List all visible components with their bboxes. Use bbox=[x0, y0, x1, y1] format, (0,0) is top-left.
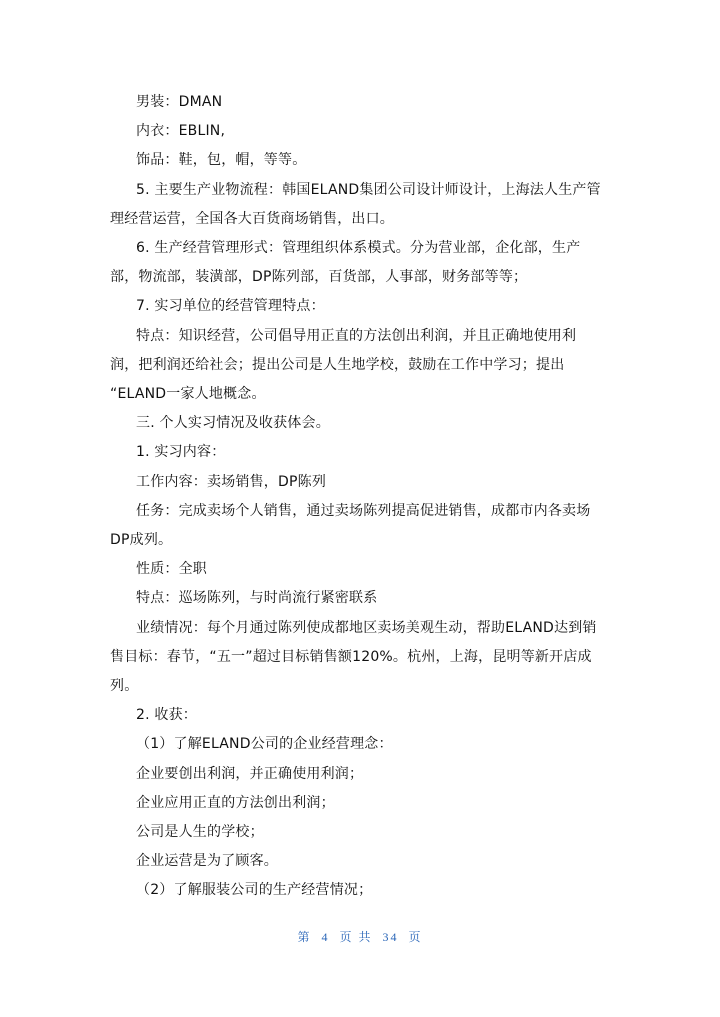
text-line: 内衣：EBLIN, bbox=[136, 123, 226, 139]
text-line: 5. 主要生产业物流程：韩国ELAND集团公司设计师设计，上海法人生产管 bbox=[136, 182, 601, 198]
text-line: 男装：DMAN bbox=[136, 94, 223, 110]
footer-prefix: 第 bbox=[297, 930, 312, 944]
text-line: 性质：全职 bbox=[136, 561, 207, 577]
text-line: 列。 bbox=[110, 678, 139, 694]
text-line: 1. 实习内容： bbox=[136, 444, 226, 460]
text-line: 业绩情况：每个月通过陈列使成都地区卖场美观生动，帮助ELAND达到销 bbox=[136, 620, 597, 636]
text-line: 理经营运营，全国各大百货商场销售，出口。 bbox=[110, 211, 394, 227]
text-line: 特点：巡场陈列，与时尚流行紧密联系 bbox=[136, 590, 378, 606]
text-line: 公司是人生的学校； bbox=[136, 824, 264, 840]
text-line: 部，物流部，装潢部，DP陈列部，百货部，人事部，财务部等等； bbox=[110, 269, 528, 285]
footer-total-pages: 34 bbox=[382, 930, 399, 944]
text-line: 饰品：鞋，包，帽，等等。 bbox=[136, 152, 307, 168]
text-line: 2. 收获： bbox=[136, 707, 198, 723]
text-line: （1）了解ELAND公司的企业经营理念： bbox=[136, 736, 393, 752]
text-line: 企业要创出利润，并正确使用利润； bbox=[136, 766, 364, 782]
text-line: 企业运营是为了顾客。 bbox=[136, 853, 278, 869]
text-line: 售目标：春节，“五一”超过目标销售额120%。杭州，上海，昆明等新开店成 bbox=[110, 649, 592, 665]
text-line: 润，把利润还给社会；提出公司是人生地学校，鼓励在工作中学习；提出 bbox=[110, 357, 565, 373]
text-line: 工作内容：卖场销售，DP陈列 bbox=[136, 474, 327, 490]
text-line: “ELAND一家人地概念。 bbox=[110, 386, 266, 402]
footer-middle: 页 共 bbox=[339, 930, 373, 944]
text-line: 三. 个人实习情况及收获体会。 bbox=[136, 415, 330, 431]
text-line: 企业应用正直的方法创出利润； bbox=[136, 795, 335, 811]
text-line: DP成列。 bbox=[110, 532, 173, 548]
page-footer bbox=[0, 928, 720, 945]
footer-page-number: 4 bbox=[321, 930, 330, 944]
text-line: 6. 生产经营管理形式：管理组织体系模式。分为营业部，企化部，生产 bbox=[136, 240, 581, 256]
text-line: 特点：知识经营，公司倡导用正直的方法创出利润，并且正确地使用利 bbox=[136, 328, 577, 344]
footer-suffix: 页 bbox=[408, 930, 423, 944]
text-line: （2）了解服装公司的生产经营情况； bbox=[136, 882, 373, 898]
text-line: 任务：完成卖场个人销售，通过卖场陈列提高促进销售，成都市内各卖场 bbox=[136, 503, 591, 519]
text-line: 7. 实习单位的经营管理特点： bbox=[136, 298, 325, 314]
